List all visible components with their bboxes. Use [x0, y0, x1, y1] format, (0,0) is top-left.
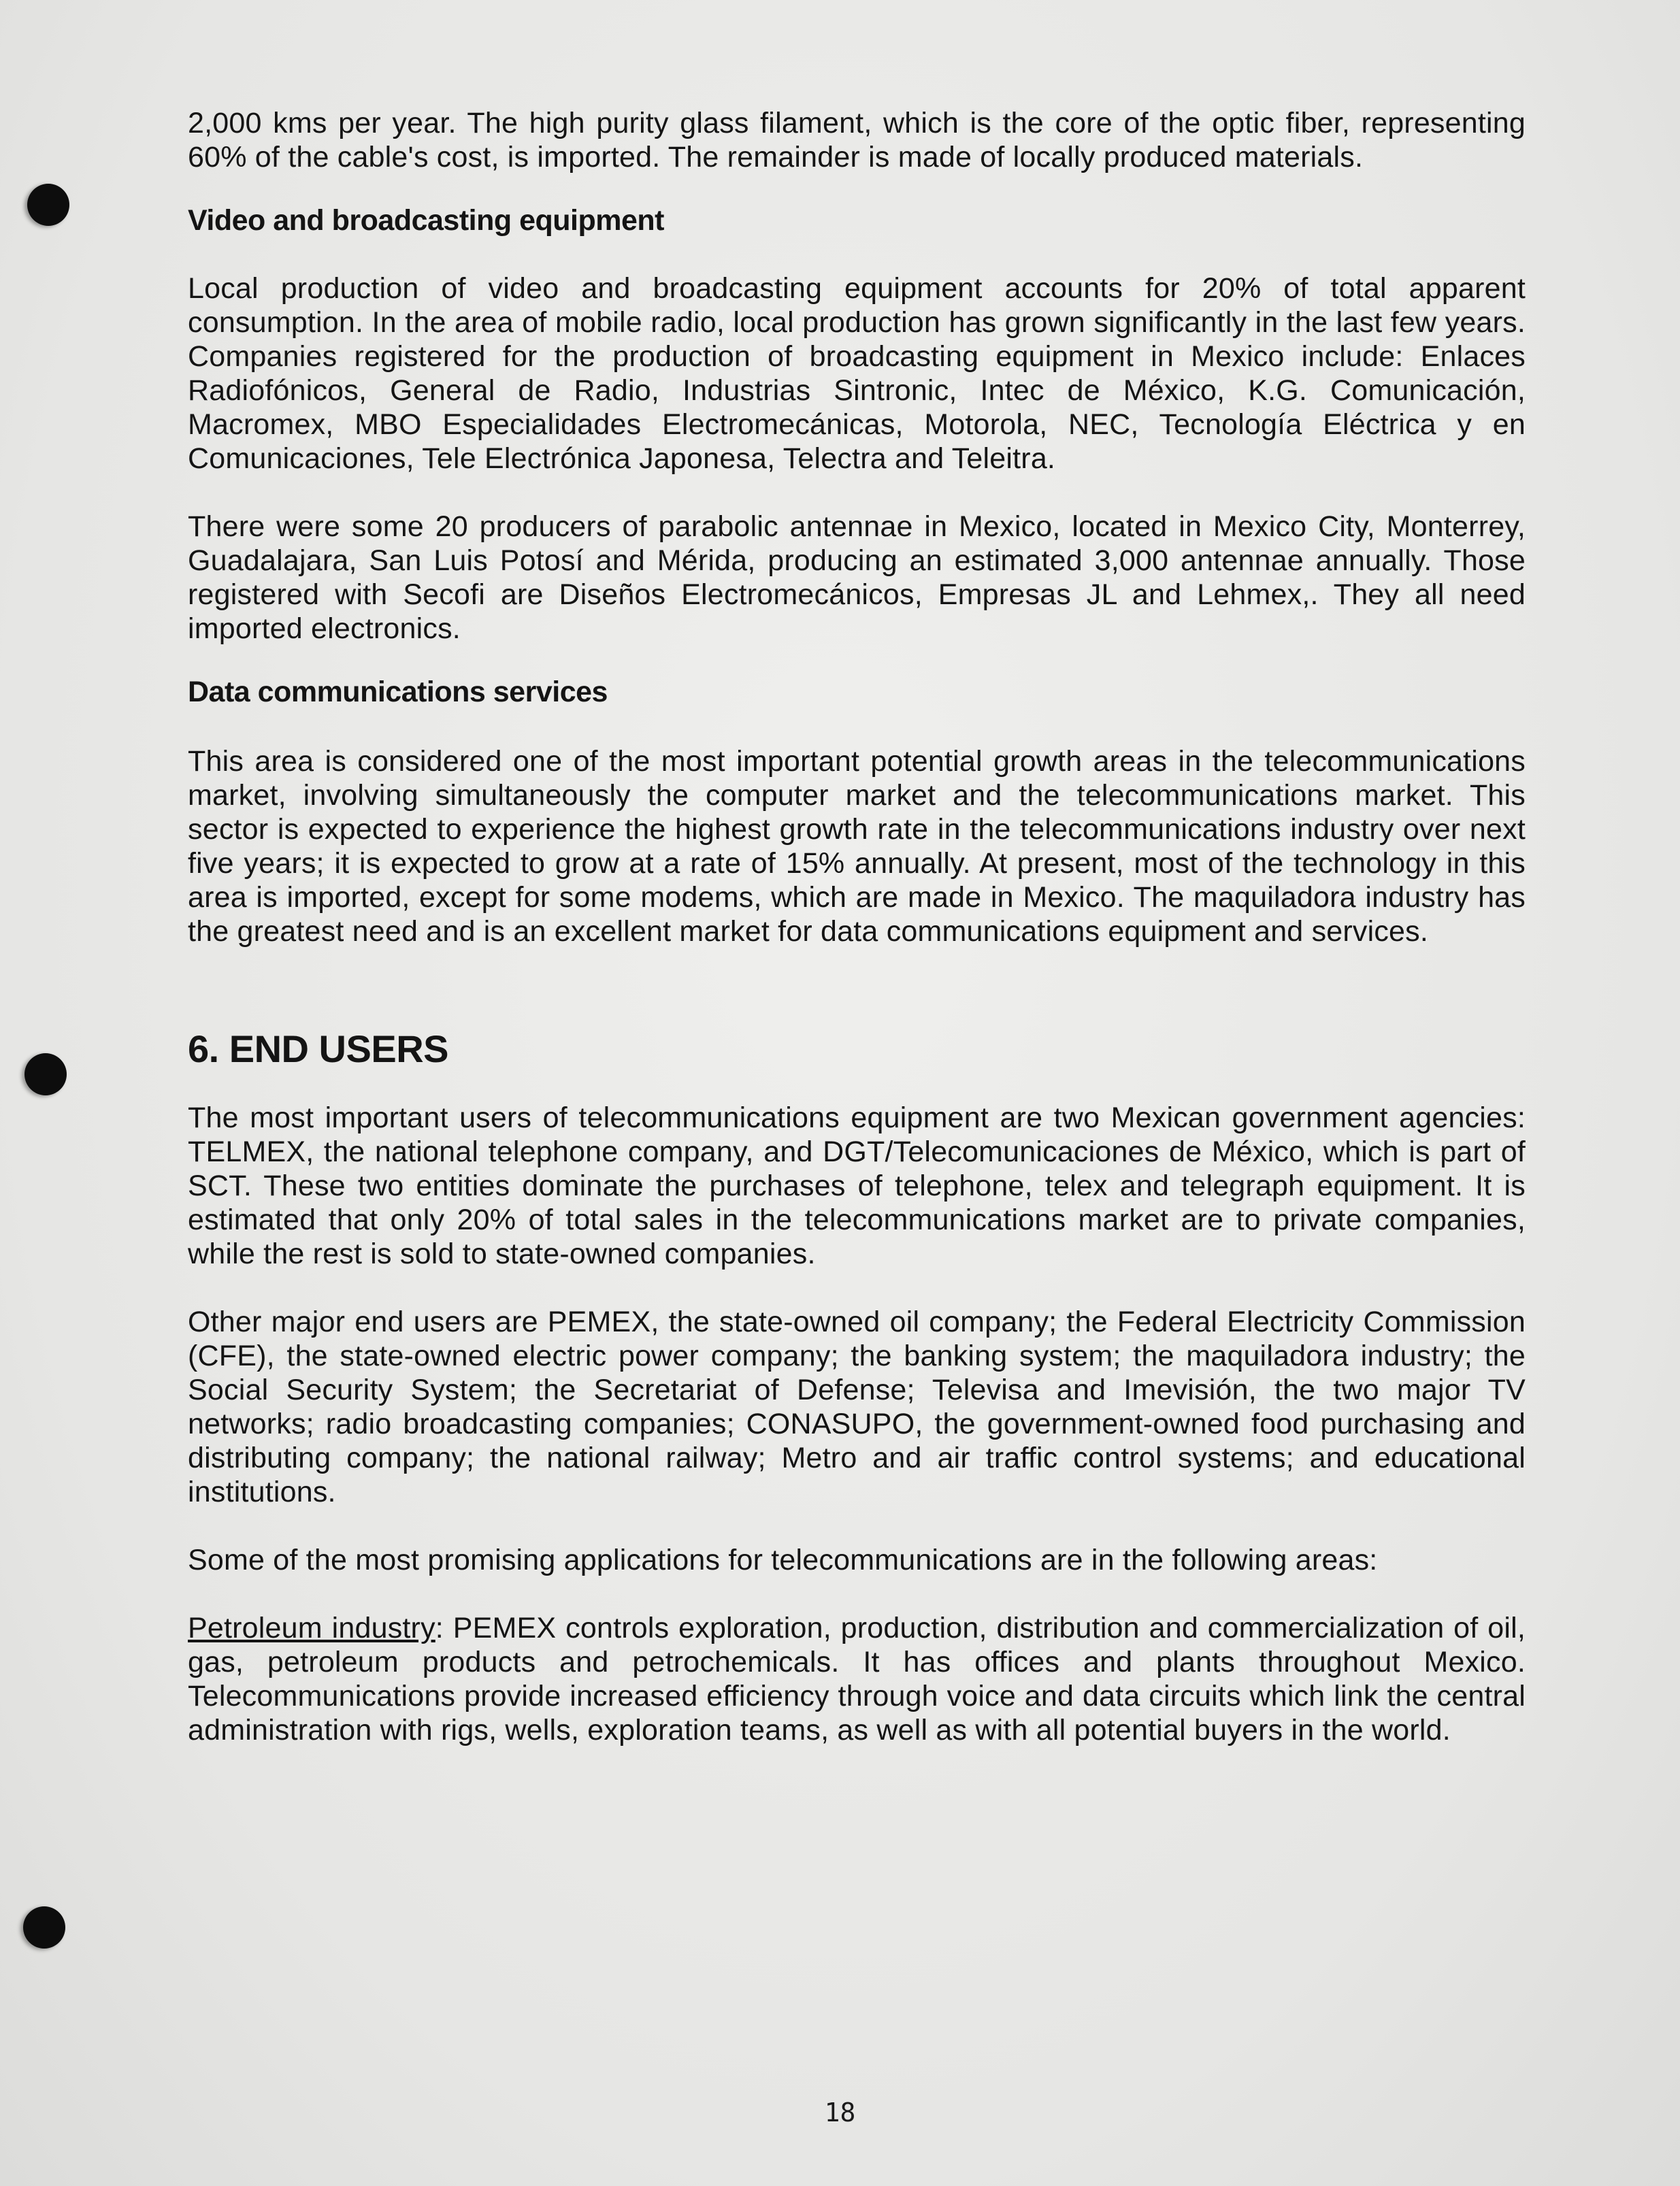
binder-hole-bottom — [23, 1906, 65, 1949]
paragraph-video-production: Local production of video and broadcasting equipment accounts for 20% of total apparent consumption. In the area of mobile radio, local production has grown significantly in the last few years. Companies registered for the production of broadcasting equipment in Mexico include: Enlaces Radiofónicos, General de Radio, Industrias Sintronic, Intec de México, K.G. Comunicación, Macromex, MBO Especialidades Electromecánicas, Motorola, NEC, Tecnología Eléctrica y en Comunicaciones, Tele Electrónica Japonesa, Telectra and Teleitra. — [188, 272, 1526, 475]
section-title-end-users: 6. END USERS — [188, 1027, 448, 1070]
label-petroleum-industry: Petroleum industry — [188, 1612, 435, 1644]
text-petroleum-industry: PEMEX controls exploration, production, distribution and commercialization of oil, gas, petroleum products and petrochemicals. It has offices and plants throughout Mexico. Telecommunications provide increased efficiency through voice and data circuits which link the central administration with rigs, wells, exploration teams, as well as with all potential buyers in the world. — [188, 1612, 1526, 1746]
binder-hole-middle — [24, 1053, 67, 1095]
paragraph-parabolic-antennae: There were some 20 producers of parabolic antennae in Mexico, located in Mexico City, Monterrey, Guadalajara, San Luis Potosí and Mérida, producing an estimated 3,000 antennae annually. Those registered with Secofi are Diseños Electromecánicos, Empresas JL and Lehmex,. They all need imported electronics. — [188, 510, 1526, 645]
heading-video-broadcasting: Video and broadcasting equipment — [188, 204, 664, 237]
page-number: 18 — [824, 2098, 856, 2127]
page-content — [188, 106, 1526, 1747]
binder-hole-top — [27, 184, 69, 226]
paragraph-data-communications: This area is considered one of the most important potential growth areas in the telecommunications market, involving simultaneously the computer market and the telecommunications market. This sector is expected to experience the highest growth rate in the telecommunications industry over next five years; it is expected to grow at a rate of 15% annually. At present, most of the technology in this area is imported, except for some modems, which are made in Mexico. The maquiladora industry has the greatest need and is an excellent market for data communications equipment and services. — [188, 745, 1526, 948]
label-colon: : — [435, 1612, 444, 1644]
paragraph-optic-fiber: 2,000 kms per year. The high purity glass filament, which is the core of the optic fiber, representing 60% of the cable's cost, is imported. The remainder is made of locally produced materials. — [188, 107, 1526, 173]
paragraph-main-users: The most important users of telecommunications equipment are two Mexican government agencies: TELMEX, the national telephone company, and DGT/Telecomunicaciones de México, which is part of SCT. These two entities dominate the purchases of telephone, telex and telegraph equipment. It is estimated that only 20% of total sales in the telecommunications market are to private companies, while the rest is sold to state-owned companies. — [188, 1102, 1526, 1270]
paragraph-petroleum-industry — [188, 1611, 1526, 1747]
paragraph-other-end-users: Other major end users are PEMEX, the state-owned oil company; the Federal Electricity Commission (CFE), the state-owned electric power company; the banking system; the maquiladora industry; the Social Security System; the Secretariat of Defense; Televisa and Imevisión, the two major TV networks; radio broadcasting companies; CONASUPO, the government-owned food purchasing and distributing company; the national railway; Metro and air traffic control systems; and educational institutions. — [188, 1306, 1526, 1508]
heading-data-communications: Data communications services — [188, 676, 608, 708]
paragraph-promising-applications: Some of the most promising applications for telecommunications are in the following areas: — [188, 1544, 1378, 1576]
